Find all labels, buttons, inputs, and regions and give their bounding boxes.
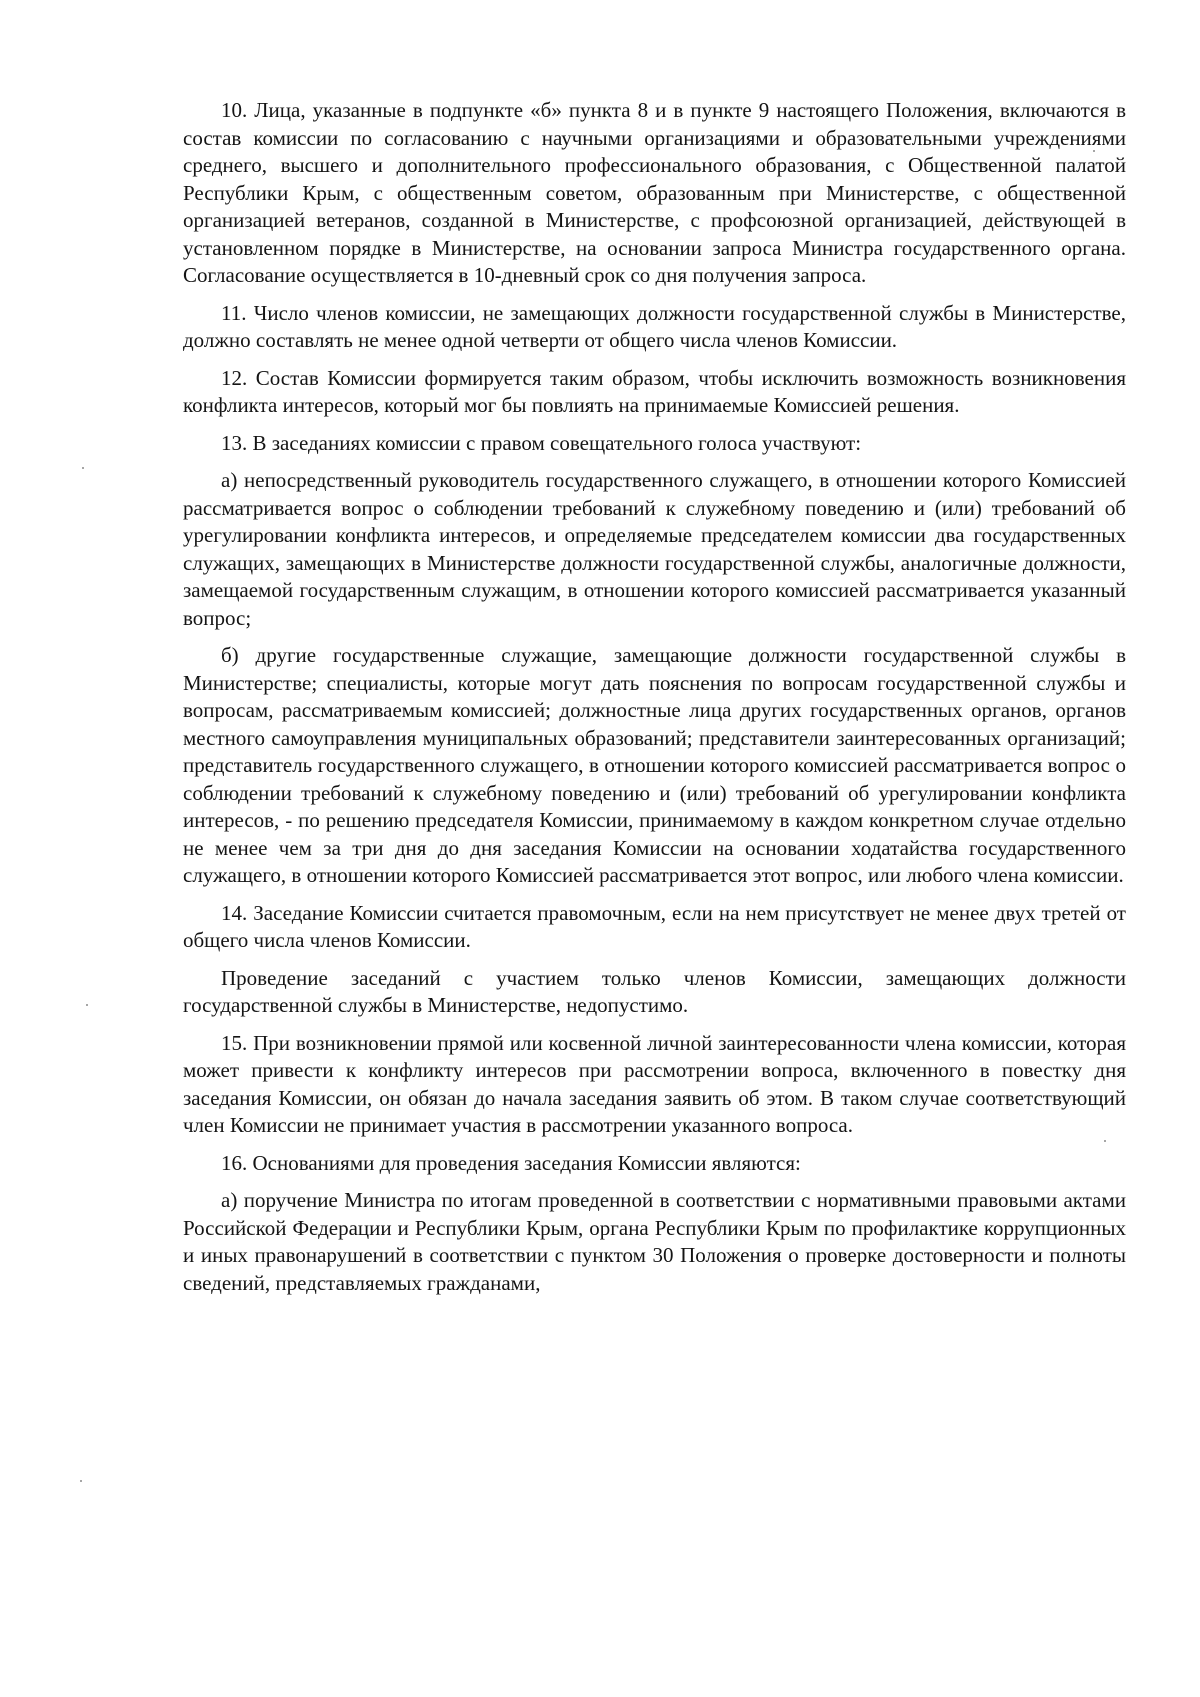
scan-speck (80, 1480, 82, 1482)
paragraph-12: 12. Состав Комиссии формируется таким образом, чтобы исключить возможность возникновения конфликта интересов, который мог бы повлиять на принимаемые Комиссией решения. (183, 365, 1126, 417)
paragraph-14: 14. Заседание Комиссии считается правомочным, если на нем присутствует не менее двух третей от общего числа членов Комиссии. (183, 900, 1126, 952)
scan-speck (86, 1004, 88, 1006)
paragraph-14-note: Проведение заседаний с участием только членов Комиссии, замещающих должности государственной службы в Министерстве, недопустимо. (183, 965, 1126, 1017)
paragraph-16-a: а) поручение Министра по итогам проведенной в соответствии с нормативными правовыми актами Российской Федерации и Республики Крым, органа Республики Крым по профилактике коррупционных и иных правонарушений в соответствии с пунктом 30 Положения о проверке достоверности и полноты сведений, представляемых гражданами, (183, 1188, 1126, 1295)
paragraph-13-b: б) другие государственные служащие, замещающие должности государственной службы в Министерстве; специалисты, которые могут дать пояснения по вопросам государственной службы и вопросам, рассматриваемым комиссией; должностные лица других государственных органов, органов местного самоуправления муниципальных образований; представители заинтересованных организаций; представитель государственного служащего, в отношении которого комиссией рассматривается вопрос о соблюдении требований к служебному поведению и (или) требований об урегулировании конфликта интересов, - по решению председателя Комиссии, принимаемому в каждом конкретном случае отдельно не менее чем за три дня до дня заседания Комиссии на основании ходатайства государственного служащего, в отношении которого Комиссией рассматривается этот вопрос, или любого члена комиссии. (183, 643, 1126, 887)
paragraph-13-a: а) непосредственный руководитель государственного служащего, в отношении которого Комиссией рассматривается вопрос о соблюдении требований к служебному поведению и (или) требований об урегулировании конфликта интересов, и определяемые председателем комиссии два государственных служащих, замещающих в Министерстве должности государственной службы, аналогичные должности, замещаемой государственным служащим, в отношении которого комиссией рассматривается указанный вопрос; (183, 468, 1126, 630)
paragraph-10: 10. Лица, указанные в подпункте «б» пункта 8 и в пункте 9 настоящего Положения, включаются в состав комиссии по согласованию с научными организациями и образовательными учреждениями среднего, высшего и дополнительного профессионального образования, с Общественной палатой Республики Крым, с общественным советом, образованным при Министерстве, с общественной организацией ветеранов, созданной в Министерстве, с профсоюзной организацией, действующей в установленном порядке в Министерстве, на основании запроса Министра государственного органа. Согласование осуществляется в 10-дневный срок со дня получения запроса. (183, 98, 1126, 287)
paragraph-11: 11. Число членов комиссии, не замещающих должности государственной службы в Министерстве, должно составлять не менее одной четверти от общего числа членов Комиссии. (183, 300, 1126, 352)
scan-speck (82, 467, 84, 469)
paragraph-16: 16. Основаниями для проведения заседания Комиссии являются: (221, 1150, 801, 1175)
document-body (183, 97, 1126, 1303)
paragraph-15: 15. При возникновении прямой или косвенной личной заинтересованности члена комиссии, которая может привести к конфликту интересов при рассмотрении вопроса, включенного в повестку дня заседания Комиссии, он обязан до начала заседания заявить об этом. В таком случае соответствующий член Комиссии не принимает участия в рассмотрении указанного вопроса. (183, 1030, 1126, 1137)
paragraph-13: 13. В заседаниях комиссии с правом совещательного голоса участвуют: (221, 430, 862, 455)
